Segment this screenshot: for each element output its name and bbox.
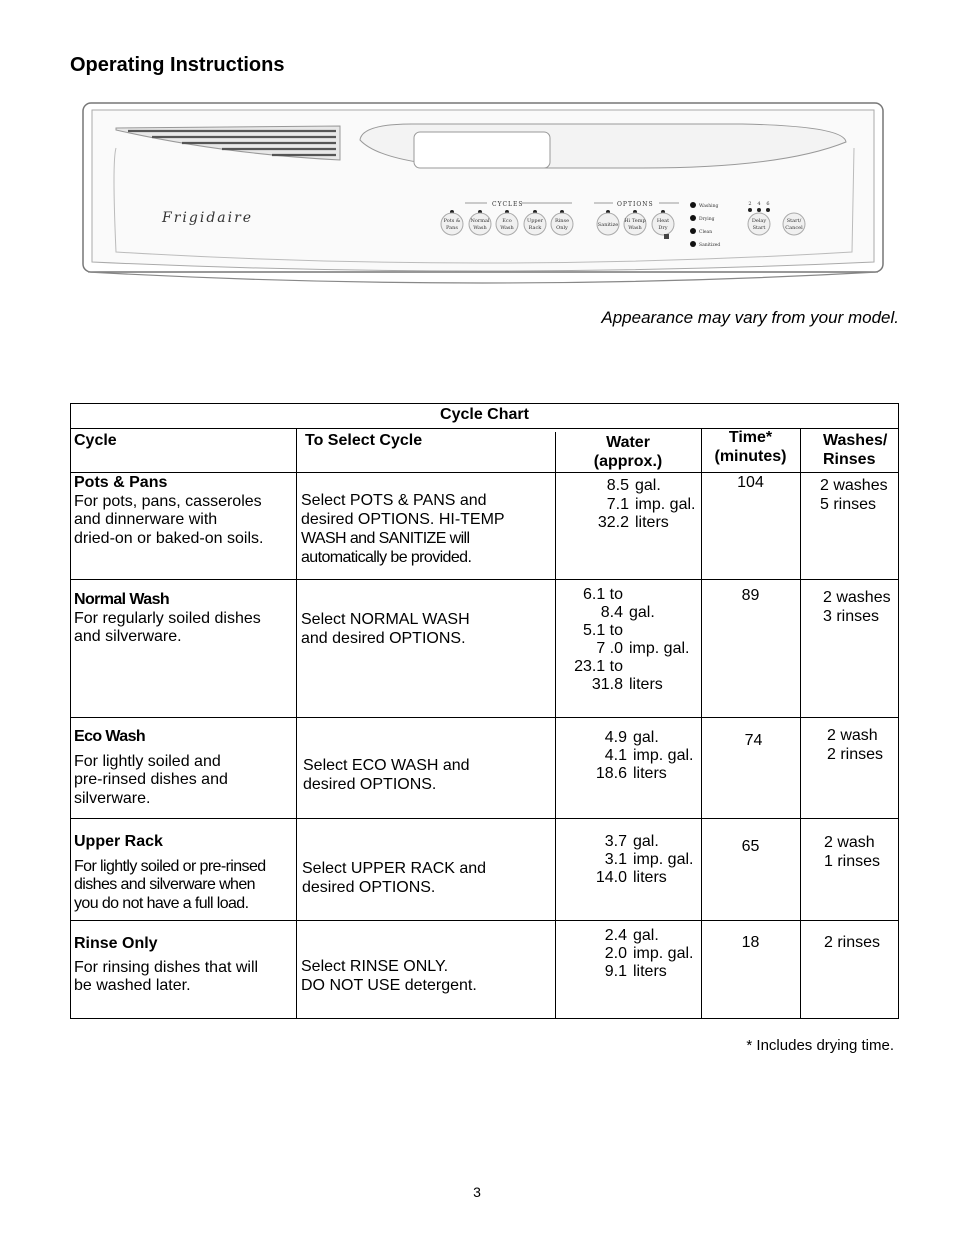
- table-row-upper-rack-water: 3.7 gal. 3.1 imp. gal. 14.0 liters: [595, 833, 694, 886]
- chart-title: Cycle Chart: [440, 406, 529, 423]
- table-row-rinse-only-select: Select RINSE ONLY. DO NOT USE detergent.: [301, 958, 477, 994]
- svg-text:Upper: Upper: [527, 218, 543, 224]
- svg-text:Cancel: Cancel: [785, 225, 803, 231]
- svg-text:Delay: Delay: [751, 218, 767, 224]
- table-row-eco-wash-washes: 2 wash 2 rinses: [827, 727, 884, 763]
- table-row-pots-pans-select: Select POTS & PANS and desired OPTIONS. HI-TEMP WASH and SANITIZE will automatically be provided.: [301, 492, 505, 566]
- table-row-eco-wash-select: Select ECO WASH and desired OPTIONS.: [303, 757, 470, 793]
- svg-text:CYCLES: CYCLES: [492, 201, 524, 208]
- table-row-normal-wash-time: 89: [741, 587, 760, 604]
- svg-text:Hi Temp: Hi Temp: [624, 218, 646, 224]
- svg-text:Eco: Eco: [502, 218, 512, 224]
- svg-text:Sanitize: Sanitize: [597, 222, 619, 228]
- header-time: Time* (minutes): [714, 429, 787, 465]
- svg-text:Washing: Washing: [699, 204, 719, 209]
- header-washes-rinses: Washes/ Rinses: [823, 432, 888, 468]
- page-title: Operating Instructions: [70, 54, 285, 76]
- svg-text:Wash: Wash: [473, 225, 487, 231]
- drying-time-footnote: * Includes drying time.: [746, 1037, 894, 1054]
- control-panel-illustration: [82, 102, 884, 287]
- svg-text:Heat: Heat: [656, 218, 670, 224]
- svg-text:Drying: Drying: [699, 217, 715, 222]
- svg-text:6: 6: [766, 201, 770, 207]
- table-row-upper-rack-select: Select UPPER RACK and desired OPTIONS.: [302, 860, 487, 896]
- svg-text:Rinse: Rinse: [554, 218, 570, 224]
- svg-text:Normal: Normal: [470, 218, 490, 224]
- page-number: 3: [473, 1184, 481, 1200]
- table-row-pots-pans-time: 104: [737, 474, 764, 491]
- option-buttons: [597, 210, 674, 239]
- lock-icon: [664, 234, 669, 239]
- svg-text:Start: Start: [752, 225, 766, 231]
- table-row-upper-rack-cycle: Upper Rack For lightly soiled or pre-rinsed dishes and silverware when you do not have a full load.: [74, 833, 266, 912]
- svg-text:Sanitized: Sanitized: [699, 243, 721, 248]
- table-row-upper-rack-time: 65: [741, 838, 760, 855]
- svg-text:2: 2: [748, 201, 752, 207]
- table-row-upper-rack-washes: 2 wash 1 rinses: [824, 834, 881, 870]
- table-row-pots-pans-cycle: Pots & Pans For pots, pans, casseroles and dinnerware with dried-on or baked-on soils.: [74, 474, 264, 547]
- table-row-normal-wash-cycle: Normal Wash For regularly soiled dishes and silverware.: [74, 591, 261, 645]
- table-row-eco-wash-cycle: Eco Wash For lightly soiled and pre-rinsed dishes and silverware.: [74, 728, 228, 807]
- header-to-select: To Select Cycle: [305, 432, 423, 449]
- table-row-normal-wash-water: 6.1 to 8.4 gal. 5.1 to 7 .0 imp. gal. 23.1 to 31.8 liters: [574, 586, 690, 693]
- table-row-normal-wash-select: Select NORMAL WASH and desired OPTIONS.: [301, 611, 470, 647]
- table-row-pots-pans-washes: 2 washes 5 rinses: [820, 477, 888, 513]
- svg-text:Only: Only: [556, 225, 568, 231]
- svg-text:Clean: Clean: [699, 230, 713, 235]
- header-water: Water (approx.): [593, 434, 663, 470]
- table-row-pots-pans-water: 8.5 gal. 7.1 imp. gal. 32.2 liters: [597, 477, 696, 531]
- table-row-normal-wash-washes: 2 washes 3 rinses: [823, 589, 891, 625]
- brand-logo: Frigidaire: [162, 210, 254, 226]
- svg-text:Pans: Pans: [446, 225, 458, 231]
- btn-pots-pans-label: Pots &: [443, 218, 461, 224]
- svg-text:OPTIONS: OPTIONS: [617, 201, 654, 208]
- table-row-eco-wash-time: 74: [744, 732, 763, 749]
- table-row-rinse-only-cycle: Rinse Only For rinsing dishes that will be washed later.: [74, 935, 259, 994]
- svg-text:Dry: Dry: [658, 225, 668, 231]
- header-cycle: Cycle: [74, 432, 117, 449]
- table-row-rinse-only-water: 2.4 gal. 2.0 imp. gal. 9.1 liters: [604, 927, 694, 980]
- svg-text:Wash: Wash: [628, 225, 642, 231]
- cycle-chart-table: [70, 403, 899, 1019]
- svg-text:Wash: Wash: [500, 225, 514, 231]
- svg-text:Start/: Start/: [786, 218, 802, 224]
- table-row-eco-wash-water: 4.9 gal. 4.1 imp. gal. 18.6 liters: [595, 729, 694, 782]
- svg-text:Rack: Rack: [528, 225, 542, 231]
- table-row-rinse-only-washes: 2 rinses: [824, 934, 881, 951]
- appearance-caption: Appearance may vary from your model.: [601, 308, 899, 327]
- svg-text:4: 4: [757, 201, 761, 207]
- table-row-rinse-only-time: 18: [741, 934, 760, 951]
